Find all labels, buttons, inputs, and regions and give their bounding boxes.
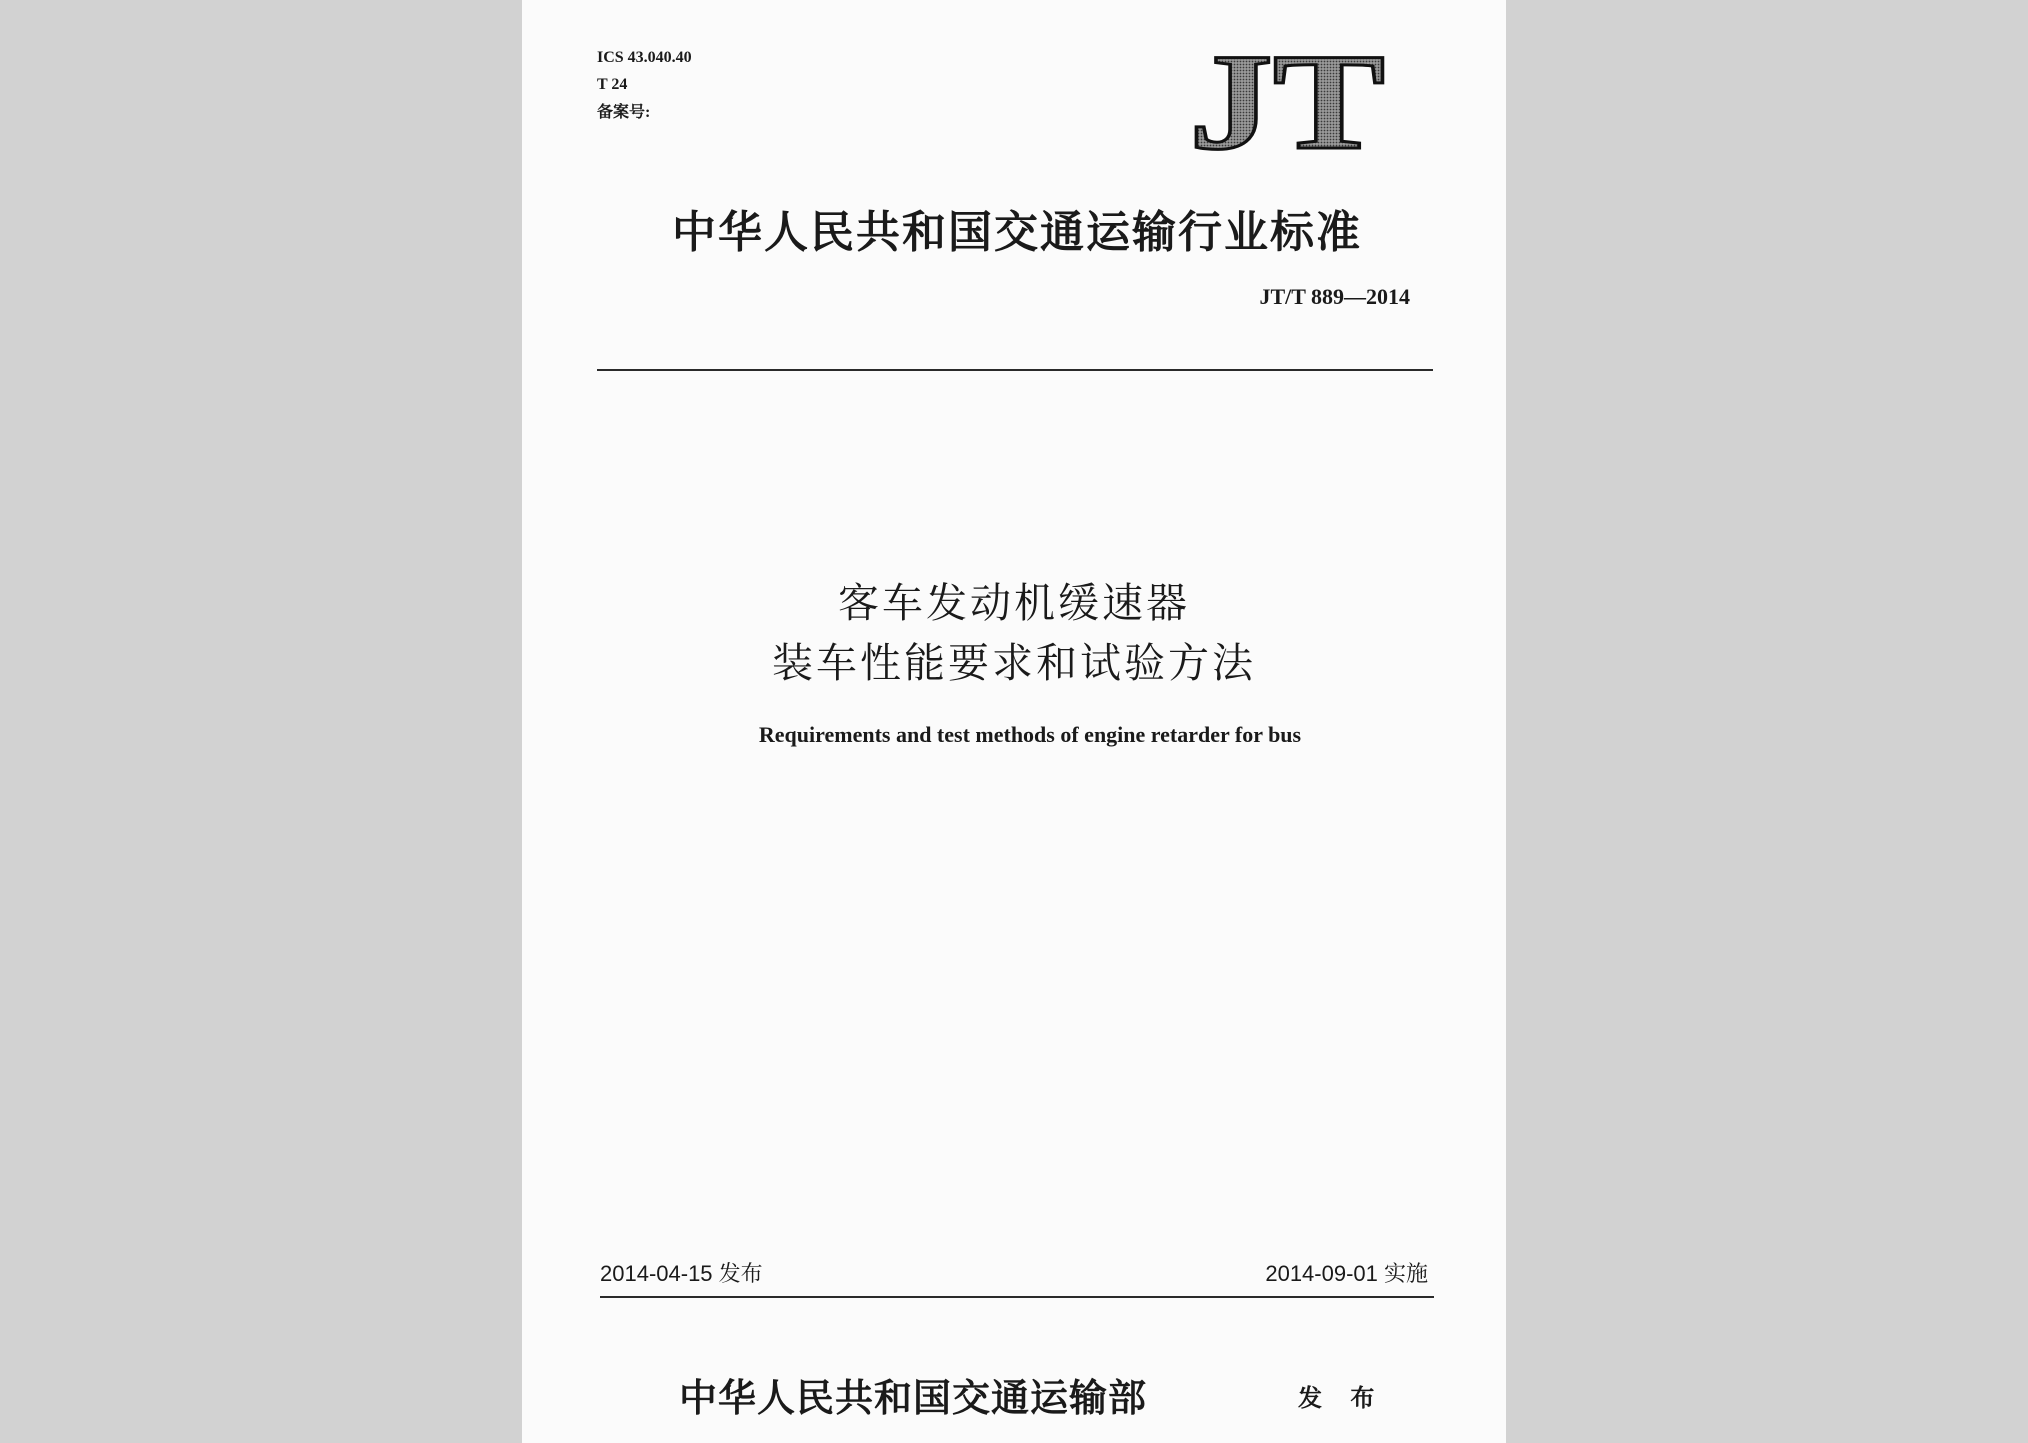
- publish-label: 发 布: [1298, 1384, 1385, 1412]
- ics-code: ICS 43.040.40: [597, 49, 692, 66]
- standard-number: JT/T 889—2014: [1259, 284, 1410, 309]
- record-number-label: 备案号:: [597, 104, 651, 121]
- implementation-date: 2014-09-01 实施: [1265, 1261, 1428, 1286]
- footer-divider: [600, 1296, 1434, 1298]
- document-title-zh-line2: 装车性能要求和试验方法: [772, 639, 1256, 687]
- publisher-name: 中华人民共和国交通运输部: [679, 1375, 1148, 1420]
- document-cover: [522, 0, 1506, 1443]
- issue-date: 2014-04-15 发布: [600, 1261, 763, 1286]
- jt-logo-text: JT: [1189, 48, 1385, 158]
- document-title-zh-line1: 客车发动机缓速器: [838, 579, 1190, 627]
- classification-code: T 24: [597, 76, 628, 93]
- header-divider: [597, 369, 1433, 371]
- document-title-en: Requirements and test methods of engine retarder for bus: [758, 722, 1302, 747]
- standard-category-title: 中华人民共和国交通运输行业标准: [672, 207, 1362, 258]
- jt-logo: [1182, 48, 1392, 158]
